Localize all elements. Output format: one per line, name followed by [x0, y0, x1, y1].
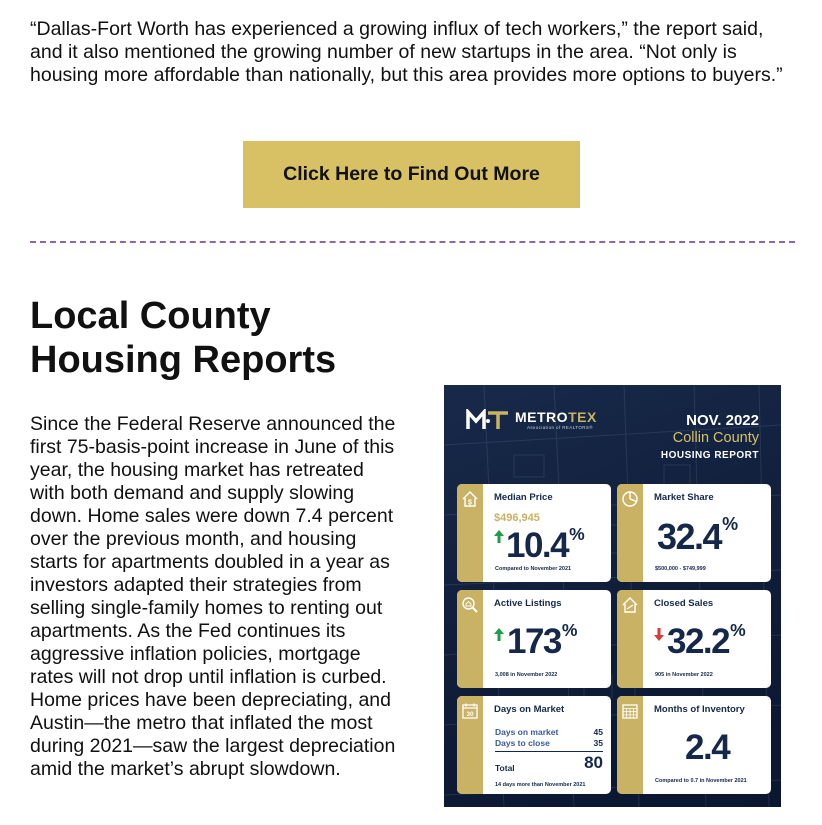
report-title: HOUSING REPORT — [660, 450, 759, 461]
report-date: NOV. 2022 — [686, 412, 759, 429]
active-listings-change — [507, 622, 577, 662]
active-listings-value: 173 — [507, 622, 561, 661]
closed-sales-title: Closed Sales — [654, 598, 714, 609]
arrow-down-icon — [654, 628, 664, 641]
median-price-card — [457, 484, 611, 582]
days-on-market-title: Days on Market — [494, 704, 565, 715]
metrotex-logo — [466, 409, 597, 431]
median-price-change-value: 10.4 — [506, 526, 569, 565]
days-to-close-value: 35 — [593, 738, 603, 748]
metrotex-logo-mark-icon — [466, 409, 510, 431]
days-on-market-label: Days on market — [495, 727, 559, 737]
days-on-market-card — [457, 696, 611, 794]
house-sold-icon — [621, 596, 639, 614]
section-divider — [30, 241, 795, 243]
months-inventory-note: Compared to 0.7 in November 2021 — [655, 778, 747, 784]
days-total-row — [495, 751, 603, 773]
days-on-market-row-value: 45 — [593, 727, 603, 737]
median-price-title: Median Price — [494, 492, 553, 503]
months-inventory-title: Months of Inventory — [654, 704, 745, 715]
calendar-30-icon — [461, 702, 479, 720]
median-price-note: Compared to November 2021 — [495, 566, 572, 572]
report-county: Collin County — [672, 430, 759, 446]
svg-text:$: $ — [468, 499, 472, 507]
active-listings-title: Active Listings — [494, 598, 562, 609]
market-share-card — [617, 484, 771, 582]
days-total-value: 80 — [584, 753, 603, 772]
logo-name-metro: METRO — [515, 409, 569, 425]
days-to-close-label: Days to close — [495, 738, 550, 748]
closed-sales-change — [667, 622, 746, 662]
magnifier-house-icon — [461, 596, 479, 614]
days-to-close-row — [495, 738, 603, 749]
days-total-label: Total — [495, 763, 515, 773]
housing-report-image[interactable] — [444, 385, 781, 807]
closed-sales-card — [617, 590, 771, 688]
calendar-day-text: 30 — [466, 711, 474, 718]
median-price-value: $496,945 — [494, 512, 540, 524]
active-listings-note: 3,008 in November 2022 — [495, 672, 558, 678]
active-listings-unit: % — [561, 620, 578, 640]
days-on-market-breakdown — [495, 727, 603, 773]
find-out-more-button[interactable]: Click Here to Find Out More — [243, 141, 580, 208]
days-on-market-note: 14 days more than November 2021 — [495, 782, 586, 788]
market-share-unit: % — [722, 514, 739, 534]
quote-paragraph: “Dallas-Fort Worth has experienced a growing influx of tech workers,” the report said, and it also mentioned the growing number of new startups in the area. “Not only is housing more affordable than nationally, but this area provides more options to buyers.” — [30, 18, 783, 86]
market-share-title: Market Share — [654, 492, 714, 503]
closed-sales-value: 32.2 — [667, 622, 730, 661]
pie-chart-icon — [621, 490, 639, 508]
active-listings-card — [457, 590, 611, 688]
arrow-up-icon — [494, 628, 504, 641]
section-heading: Local County Housing Reports — [30, 295, 337, 381]
months-inventory-card — [617, 696, 771, 794]
market-share-value-group — [657, 516, 738, 558]
closed-sales-note: 905 in November 2022 — [655, 672, 713, 678]
days-on-market-row — [495, 727, 603, 738]
calendar-grid-icon — [621, 702, 639, 720]
logo-subtitle: Association of REALTORS® — [527, 425, 594, 430]
months-inventory-value: 2.4 — [685, 728, 730, 767]
market-share-value: 32.4 — [657, 516, 722, 557]
house-dollar-icon — [461, 490, 479, 508]
median-price-change-unit: % — [569, 524, 585, 544]
arrow-up-icon — [494, 530, 504, 543]
logo-name-tex: TEX — [568, 409, 597, 425]
median-price-change — [506, 526, 585, 566]
market-share-note: $500,000 - $749,999 — [655, 566, 706, 572]
body-paragraph: Since the Federal Reserve announced the first 75-basis-point increase in June of this year, the housing market has retreated with both demand and supply slowing down. Home sales were down 7.4 percent over the previous month, and housing starts for apartments doubled in a year as investors adapted their strategies from selling single-family homes to renting out apartments. As the Fed continues its aggressive inflation policies, mortgage rates will not drop until inflation is curbed. Home prices have been depreciating, and Austin—the metro that inflated the most during 2021—saw the largest depreciation amid the market’s abrupt slowdown. — [30, 413, 396, 780]
closed-sales-unit: % — [730, 620, 746, 640]
